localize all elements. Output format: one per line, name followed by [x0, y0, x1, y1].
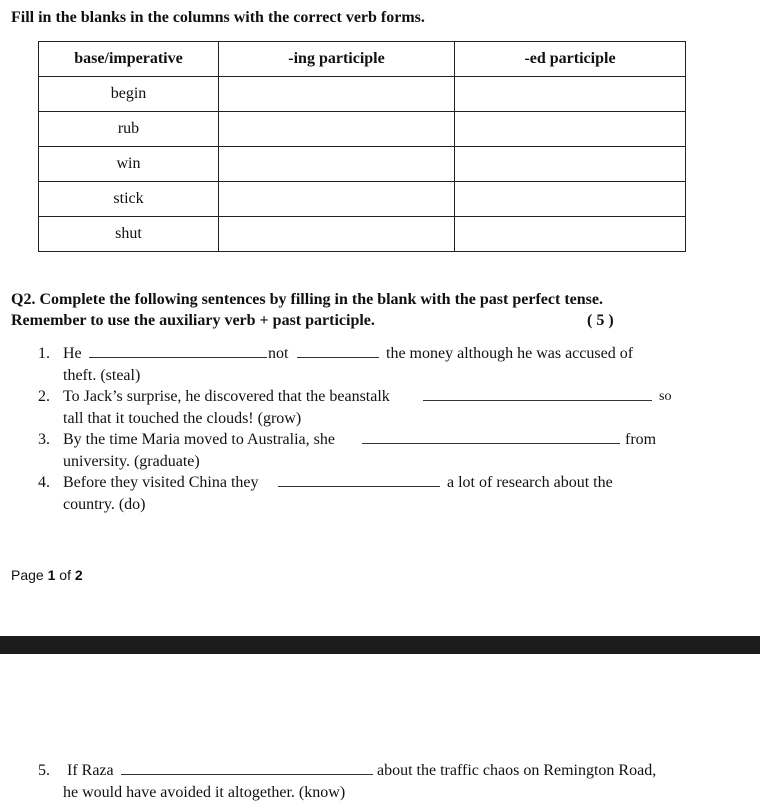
- sentence-text: He: [63, 345, 82, 362]
- ing-answer-cell[interactable]: [219, 112, 455, 147]
- column-header-ing: -ing participle: [219, 42, 455, 77]
- column-header-ed: -ed participle: [455, 42, 686, 77]
- page-2: [0, 654, 760, 806]
- base-verb-cell: begin: [39, 77, 219, 112]
- sentence-text: the money although he was accused of: [386, 345, 634, 362]
- sentence-text: By the time Maria moved to Australia, she: [63, 431, 335, 448]
- answer-blank[interactable]: [89, 343, 267, 358]
- q1-instruction: Fill in the blanks in the columns with the correct verb forms.: [11, 9, 425, 26]
- table-row: [39, 77, 686, 112]
- q2-marks: ( 5 ): [587, 312, 614, 329]
- page-footer: [11, 567, 83, 583]
- answer-blank[interactable]: [297, 343, 379, 358]
- q2-heading: [11, 289, 631, 331]
- answer-blank[interactable]: [278, 472, 440, 487]
- sentence-text: about the traffic chaos on Remington Road,: [377, 762, 657, 779]
- total-pages: 2: [74, 567, 83, 583]
- sentence-text: not: [268, 345, 289, 362]
- answer-blank[interactable]: [423, 386, 652, 401]
- ed-answer-cell[interactable]: [455, 112, 686, 147]
- sentence-text: he would have avoided it altogether. (know): [63, 784, 346, 801]
- item-number: 4.: [38, 474, 50, 491]
- item-number: 2.: [38, 388, 50, 405]
- sentence-text: a lot of research about the: [447, 474, 613, 491]
- current-page-number: 1: [47, 567, 56, 583]
- sentence-text: country. (do): [63, 496, 146, 513]
- table-row: [39, 112, 686, 147]
- sentence-text: from: [625, 431, 657, 448]
- table-row: [39, 182, 686, 217]
- sentence-text: tall that it touched the clouds! (grow): [63, 410, 302, 427]
- footer-text: of: [55, 567, 75, 583]
- base-verb-cell: win: [39, 147, 219, 182]
- sentence-text: To Jack’s surprise, he discovered that the beanstalk: [63, 388, 390, 405]
- item-number: 1.: [38, 345, 50, 362]
- footer-text: Page: [11, 567, 48, 583]
- answer-blank[interactable]: [362, 429, 620, 444]
- sentence-text: Before they visited China they: [63, 474, 259, 491]
- ing-answer-cell[interactable]: [219, 182, 455, 217]
- base-verb-cell: stick: [39, 182, 219, 217]
- item-number: 5.: [38, 762, 50, 779]
- ing-answer-cell[interactable]: [219, 147, 455, 182]
- base-verb-cell: shut: [39, 217, 219, 252]
- ing-answer-cell[interactable]: [219, 77, 455, 112]
- base-verb-cell: rub: [39, 112, 219, 147]
- ed-answer-cell[interactable]: [455, 217, 686, 252]
- table-header-row: [39, 42, 686, 77]
- page-separator: [0, 636, 760, 654]
- sentence-text: If Raza: [67, 762, 114, 779]
- q2-heading-line-1: Q2. Complete the following sentences by filling in the blank with the past perfect tense.: [11, 291, 603, 308]
- ed-answer-cell[interactable]: [455, 147, 686, 182]
- item-number: 3.: [38, 431, 50, 448]
- sentence-text: university. (graduate): [63, 453, 200, 470]
- verb-forms-table: [38, 41, 686, 252]
- answer-blank[interactable]: [121, 760, 373, 775]
- sentence-text: theft. (steal): [63, 367, 141, 384]
- ing-answer-cell[interactable]: [219, 217, 455, 252]
- column-header-base: base/imperative: [39, 42, 219, 77]
- ed-answer-cell[interactable]: [455, 182, 686, 217]
- table-row: [39, 147, 686, 182]
- sentence-text: so: [659, 389, 672, 404]
- ed-answer-cell[interactable]: [455, 77, 686, 112]
- table-row: [39, 217, 686, 252]
- q2-heading-line-2: Remember to use the auxiliary verb + past participle.: [11, 312, 375, 329]
